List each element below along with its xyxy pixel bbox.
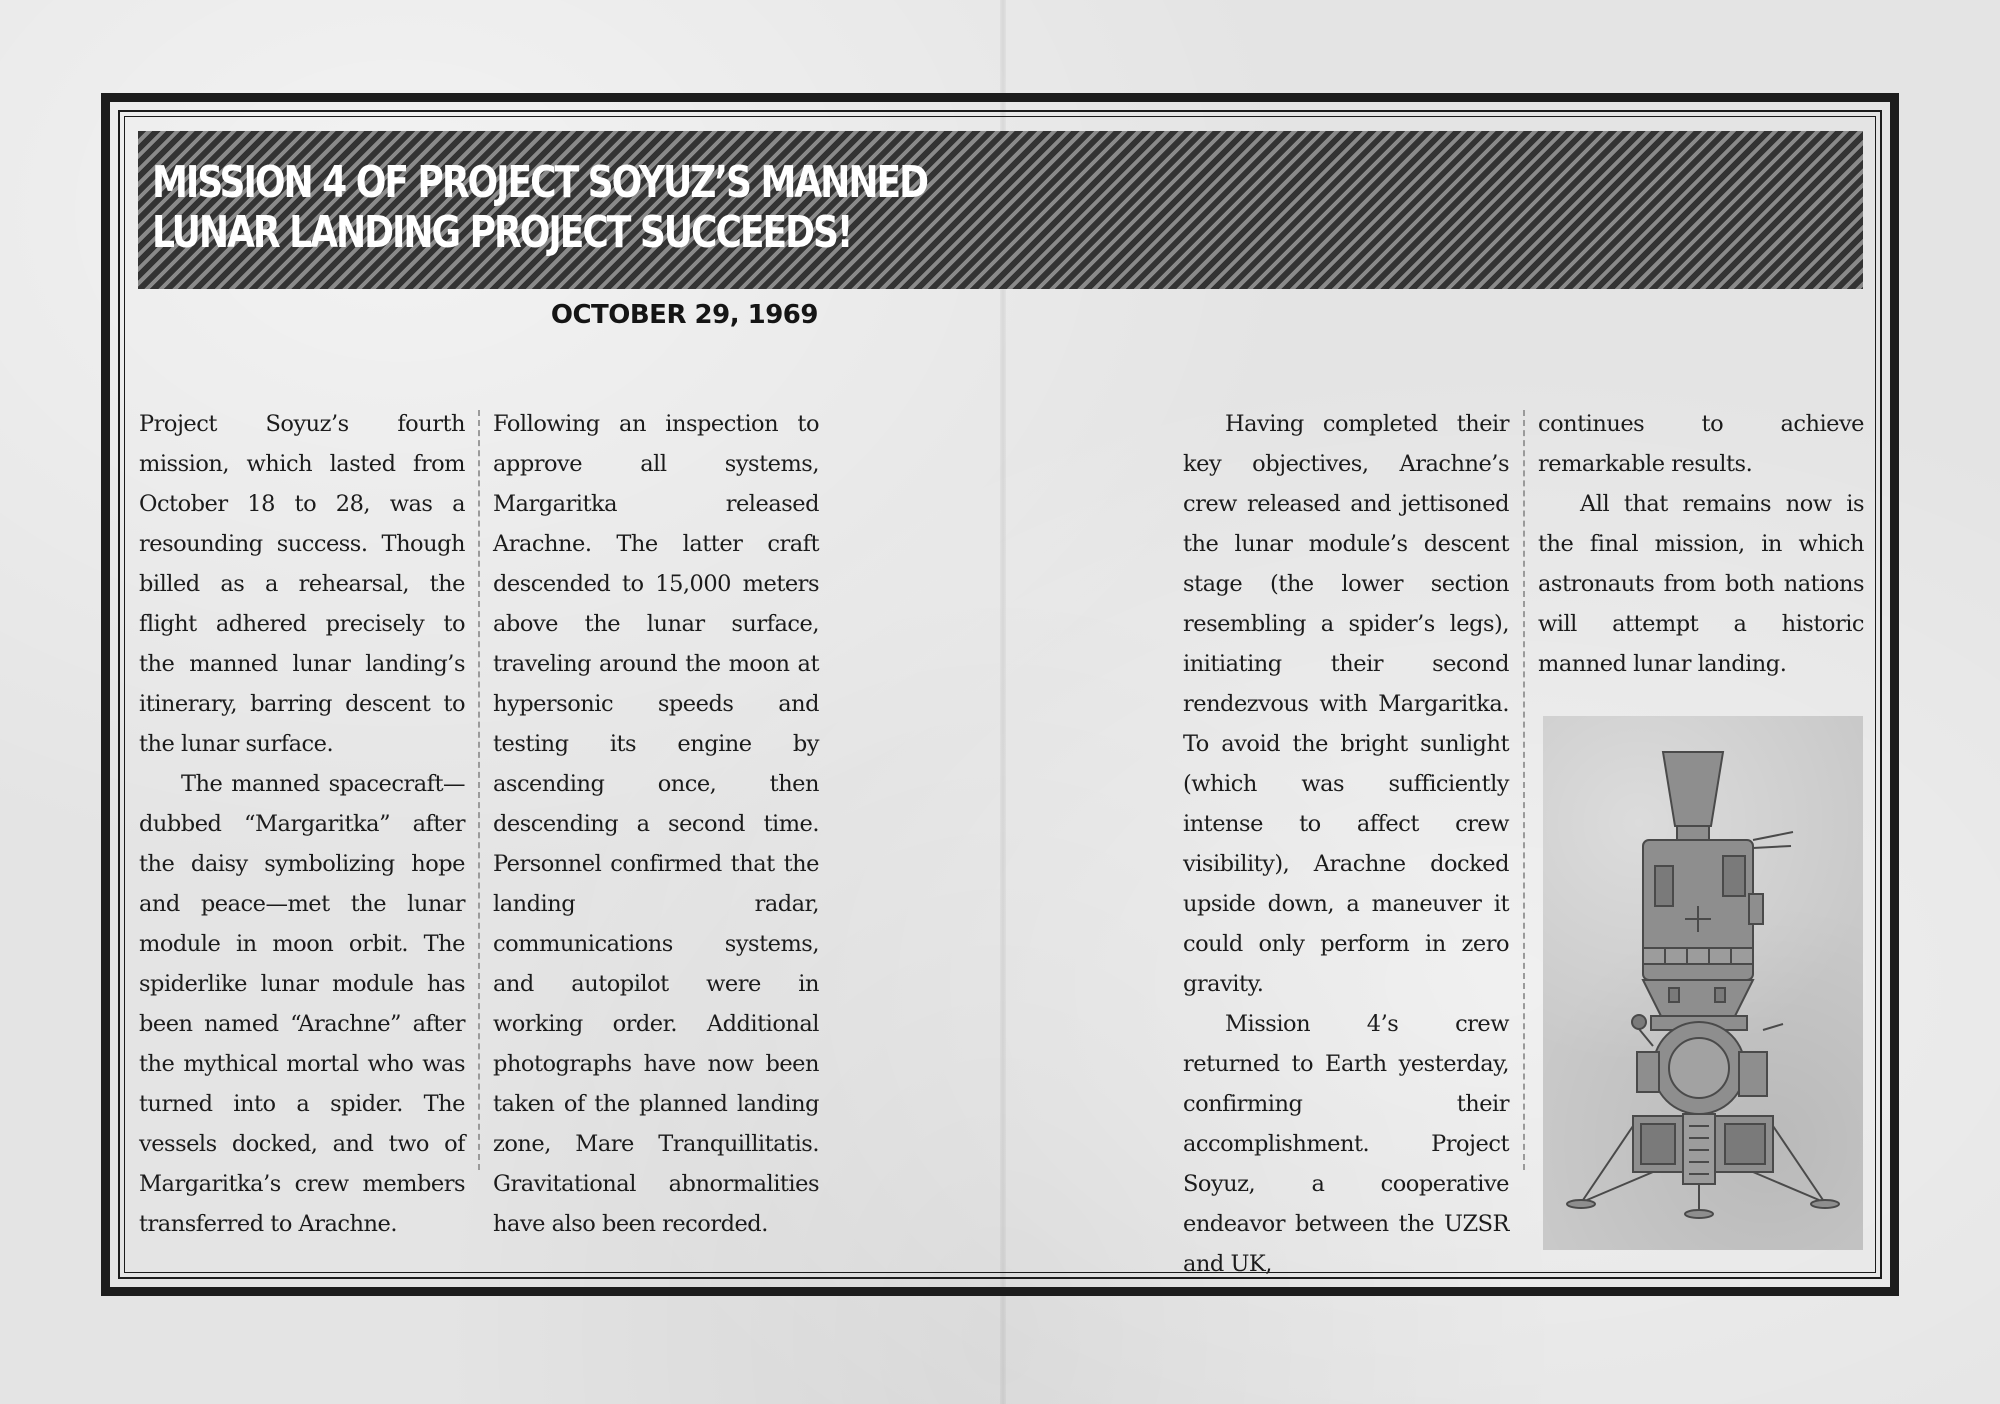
paragraph: The manned spacecraft—dubbed “Margaritka” after the daisy symbolizing hope and peace—met the lunar module in moon orbit. The spiderlike lunar module has been named “Arachne” after the mythical mortal who was turned into a spider. The vessels docked, and two of Margaritka’s crew members transferred to Arachne. xyxy=(139,771,465,1237)
paragraph: Mission 4’s crew returned to Earth yesterday, confirming their accomplishment. Project Soyuz, a cooperative endeavor between the UZSR and UK, xyxy=(1183,1011,1509,1277)
lunar-module-illustration xyxy=(1543,716,1863,1250)
paragraph: All that remains now is the final mission, in which astronauts from both nations will attempt a historic manned lunar landing. xyxy=(1538,491,1864,677)
text-column-1 xyxy=(139,404,465,1244)
paragraph: Project Soyuz’s fourth mission, which lasted from October 18 to 28, was a resounding success. Though billed as a rehearsal, the flight adhered precisely to the manned lunar landing’s itinerary, barring descent to the lunar surface. xyxy=(139,411,465,757)
paragraph: Having completed their key objectives, Arachne’s crew released and jettisoned the lunar module’s descent stage (the lower section resembling a spider’s legs), initiating their second rendezvous with Margaritka. To avoid the bright sunlight (which was sufficiently intense to affect crew visibility), Arachne docked upside down, a maneuver it could only perform in zero gravity. xyxy=(1183,411,1509,997)
text-column-3 xyxy=(1183,404,1509,1284)
headline-line-2: LUNAR LANDING PROJECT SUCCEEDS! xyxy=(152,207,852,258)
text-column-2 xyxy=(493,404,819,1244)
text-column-4 xyxy=(1538,404,1864,684)
column-divider xyxy=(1523,410,1525,1170)
column-divider xyxy=(478,410,480,1170)
headline-line-1: MISSION 4 OF PROJECT SOYUZ’S MANNED xyxy=(152,157,927,208)
lunar-module-icon xyxy=(1543,716,1863,1250)
paragraph: continues to achieve remarkable results. xyxy=(1538,411,1864,477)
paragraph: Following an inspection to approve all systems, Margaritka released Arachne. The latter craft descended to 15,000 meters above the lunar surface, traveling around the moon at hypersonic speeds and testing its engine by ascending once, then descending a second time. Personnel confirmed that the landing radar, communications systems, and autopilot were in working order. Additional photographs have now been taken of the planned landing zone, Mare Tranquillitatis. Gravitational abnormalities have also been recorded. xyxy=(493,411,819,1237)
article-date: OCTOBER 29, 1969 xyxy=(550,300,818,330)
headline xyxy=(152,157,927,258)
